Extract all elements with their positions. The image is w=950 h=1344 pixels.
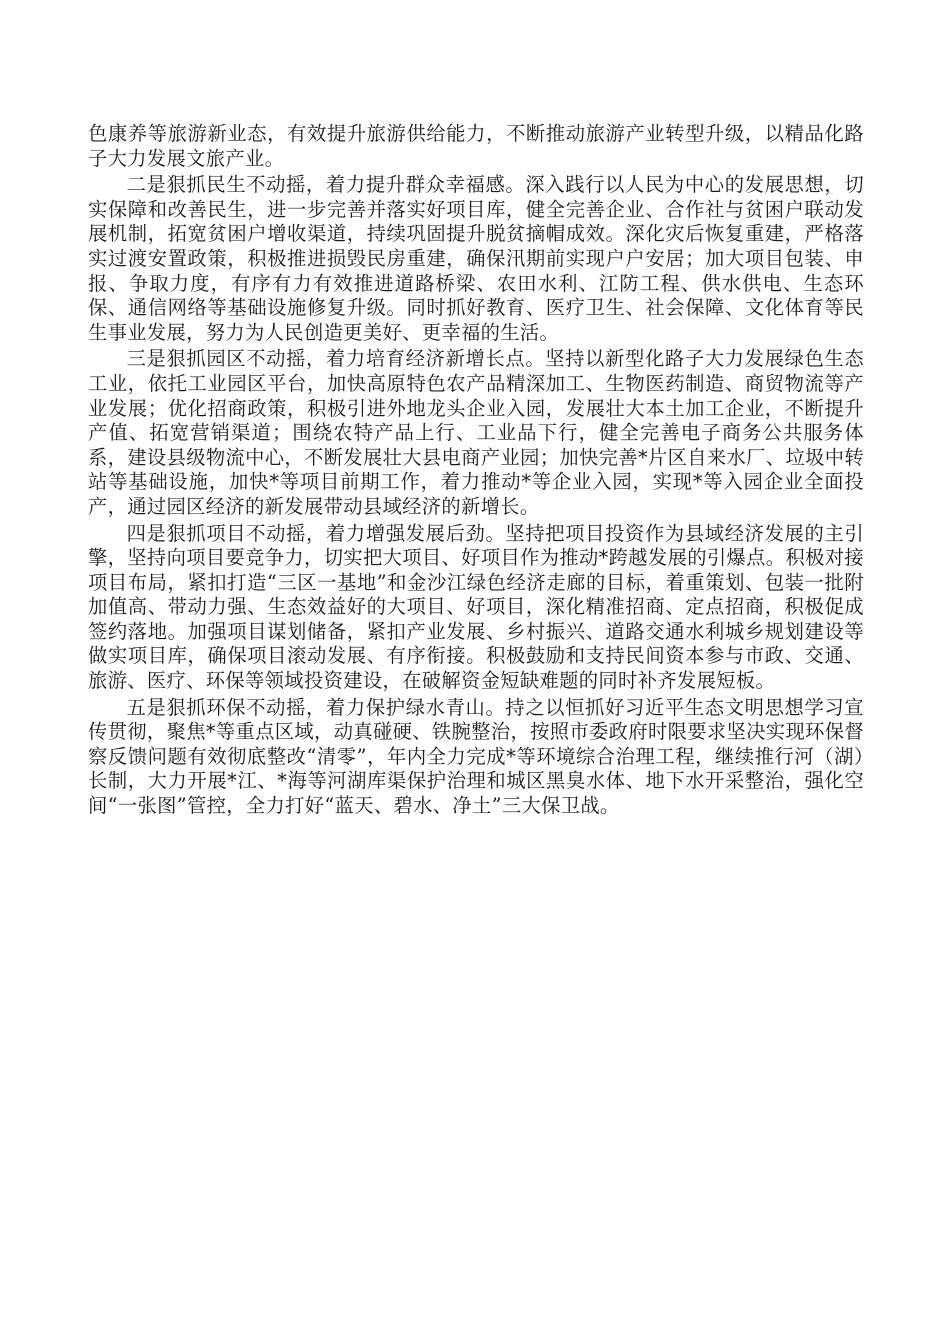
paragraph-continuation: 色康养等旅游新业态，有效提升旅游供给能力，不断推动旅游产业转型升级，以精品化路子大力发展文旅产业。 bbox=[88, 122, 864, 170]
paragraph-projects: 四是狠抓项目不动摇，着力增强发展后劲。坚持把项目投资作为县域经济发展的主引擎，坚持向项目要竞争力，切实把大项目、好项目作为推动*跨越发展的引爆点。积极对接项目布局，紧扣打造“三区一基地”和金沙江绿色经济走廊的目标，着重策划、包装一批附加值高、带动力强、生态效益好的大项目、好项目，深化精准招商、定点招商，积极促成签约落地。加强项目谋划储备，紧扣产业发展、乡村振兴、道路交通水利城乡规划建设等做实项目库，确保项目滚动发展、有序衔接。积极鼓励和支持民间资本参与市政、交通、旅游、医疗、环保等领域投资建设，在破解资金短缺难题的同时补齐发展短板。 bbox=[88, 521, 864, 693]
paragraph-environment: 五是狠抓环保不动摇，着力保护绿水青山。持之以恒抓好习近平生态文明思想学习宣传贯彻，聚焦*等重点区域，动真碰硬、铁腕整治，按照市委政府时限要求坚决实现环保督察反馈问题有效彻底整改“清零”，年内全力完成*等环境综合治理工程，继续推行河（湖）长制，大力开展*江、*海等河湖库渠保护治理和城区黑臭水体、地下水开采整治，强化空间“一张图”管控，全力打好“蓝天、碧水、净土”三大保卫战。 bbox=[88, 695, 864, 818]
paragraph-livelihood: 二是狠抓民生不动摇，着力提升群众幸福感。深入践行以人民为中心的发展思想，切实保障和改善民生，进一步完善并落实好项目库，健全完善企业、合作社与贫困户联动发展机制，拓宽贫困户增收渠道，持续巩固提升脱贫摘帽成效。深化灾后恢复重建，严格落实过渡安置政策，积极推进损毁民房重建，确保汛期前实现户户安居；加大项目包装、申报、争取力度，有序有力有效推进道路桥梁、农田水利、江防工程、供水供电、生态环保、通信网络等基础设施修复升级。同时抓好教育、医疗卫生、社会保障、文化体育等民生事业发展，努力为人民创造更美好、更幸福的生活。 bbox=[88, 173, 864, 344]
paragraph-industrial-park: 三是狠抓园区不动摇，着力培育经济新增长点。坚持以新型化路子大力发展绿色生态工业，依托工业园区平台，加快高原特色农产品精深加工、生物医药制造、商贸物流等产业发展；优化招商政策，积极引进外地龙头企业入园，发展壮大本土加工企业，不断提升产值、拓宽营销渠道；围绕农特产品上行、工业品下行，健全完善电子商务公共服务体系，建设县级物流中心，不断发展壮大县电商产业园；加快完善*片区自来水厂、垃圾中转站等基础设施，加快*等项目前期工作，着力推动*等企业入园，实现*等入园企业全面投产，通过园区经济的新发展带动县域经济的新增长。 bbox=[88, 347, 864, 518]
document-page bbox=[88, 122, 864, 819]
